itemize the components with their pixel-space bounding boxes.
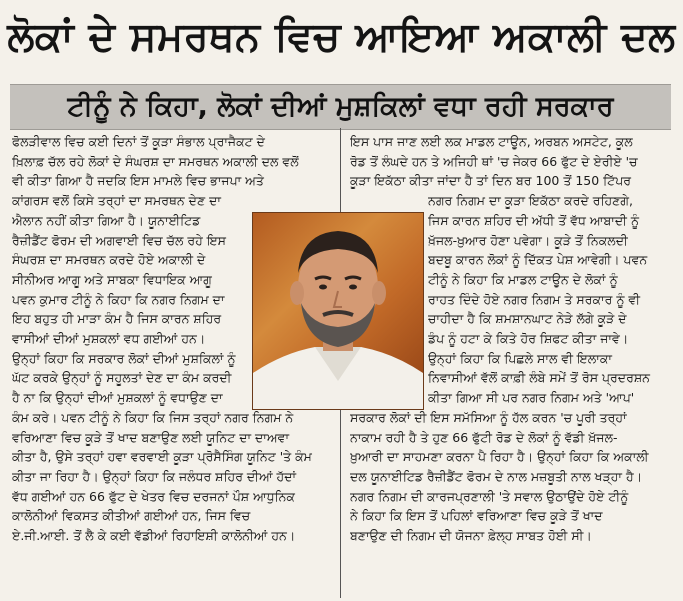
left-column-text-line: ਕਾਲੋਨੀਆਂ ਵਿਕਸਤ ਕੀਤੀਆਂ ਗਈਆਂ ਹਨ, ਜਿਸ ਵਿਚ (12, 508, 251, 524)
left-column-text-line: ਏ.ਜੀ.ਆਈ. ਤੋਂ ਲੈ ਕੇ ਕਈ ਵੱਡੀਆਂ ਰਿਹਾਇਸ਼ੀ ਕਾਲੋਨੀਆਂ ਹਨ। (12, 528, 296, 543)
right-column-text-line: ਜਿਸ ਕਾਰਨ ਸ਼ਹਿਰ ਦੀ ਅੱਧੀ ਤੋਂ ਵੱਧ ਆਬਾਦੀ ਨੂੰ (428, 212, 640, 228)
left-column-text-line: ਹੈ ਨਾ ਕਿ ਉਨ੍ਹਾਂ ਦੀਆਂ ਮੁਸ਼ਕਲਾਂ ਨੂੰ ਵਧਾਉਣ ਦਾ (12, 390, 223, 406)
left-column-text-line: ਰੈਜ਼ੀਡੈਂਟ ਫੋਰਮ ਦੀ ਅਗਵਾਈ ਵਿਚ ਚੱਲ ਰਹੇ ਇਸ (12, 232, 227, 248)
left-column-text-line: ਵਰਿਆਣਾ ਵਿਚ ਕੂੜੇ ਤੋਂ ਖਾਦ ਬਣਾਉਣ ਲਈ ਯੂਨਿਟ ਦਾ ਦਾਅਵਾ (12, 429, 290, 445)
left-column-text-line: ਇਹ ਬਹੁਤ ਹੀ ਮਾੜਾ ਕੰਮ ਹੈ ਜਿਸ ਕਾਰਨ ਸ਼ਹਿਰ (12, 311, 222, 327)
right-column-text-line: ਰੋਡ ਤੋਂ ਲੰਘਦੇ ਹਨ ਤੇ ਅਜਿਹੀ ਥਾਂ 'ਚ ਜੇਕਰ 66 ਫੁੱਟ ਦੇ ਏਰੀਏ 'ਚ (350, 153, 638, 169)
right-column-text-line: ਚਾਹੀਦਾ ਹੈ ਕਿ ਸ਼ਮਸ਼ਾਨਘਾਟ ਨੇੜੇ ਲੱਗੇ ਕੂੜੇ ਦੇ (428, 311, 627, 327)
left-column-text-line: ਵੱਧ ਗਈਆਂ ਹਨ 66 ਫੁੱਟ ਦੇ ਖੇਤਰ ਵਿਚ ਦਰਜਨਾਂ ਪੌਸ਼ ਆਧੁਨਿਕ (12, 488, 295, 504)
subheadline: ਟੀਨੂੰ ਨੇ ਕਿਹਾ, ਲੋਕਾਂ ਦੀਆਂ ਮੁਸ਼ਕਿਲਾਂ ਵਧਾ ਰਹੀ ਸਰਕਾਰ (10, 84, 671, 130)
left-column-text-line: ਕੀਤਾ ਹੈ, ਉਸੇ ਤਰ੍ਹਾਂ ਹਵਾ ਵਰਵਾਈ ਕੂੜਾ ਪ੍ਰੋਸੈਸਿੰਗ ਯੂਨਿਟ 'ਤੇ ਕੰਮ (12, 449, 312, 465)
right-column-text-line: ਇਸ ਪਾਸ ਜਾਣ ਲਈ ਲਕ ਮਾਡਲ ਟਾਊਨ, ਅਰਬਨ ਅਸਟੇਟ, ਕੂਲ (350, 134, 633, 149)
left-column-text-line: ਖ਼ਿਲਾਫ਼ ਚੱਲ ਰਹੇ ਲੋਕਾਂ ਦੇ ਸੰਘਰਸ਼ ਦਾ ਸਮਰਥਨ ਅਕਾਲੀ ਦਲ ਵਲੋਂ (12, 153, 299, 169)
left-column-text-line: ਵੀ ਕੀਤਾ ਗਿਆ ਹੈ ਜਦਕਿ ਇਸ ਮਾਮਲੇ ਵਿਚ ਭਾਜਪਾ ਅਤੇ (12, 173, 264, 189)
left-column-text-line: ਫੋਲੜੀਵਾਲ ਵਿਚ ਕਈ ਦਿਨਾਂ ਤੋਂ ਕੂੜਾ ਸੰਭਾਲ ਪ੍ਰਾਜੈਕਟ ਦੇ (12, 134, 265, 149)
left-column-text-line: ਕਾਂਗਰਸ ਵਲੋਂ ਕਿਸੇ ਤਰ੍ਹਾਂ ਦਾ ਸਮਰਥਨ ਦੇਣ ਦਾ (12, 193, 221, 209)
right-column-text-line: ਨੇ ਕਿਹਾ ਕਿ ਇਸ ਤੋਂ ਪਹਿਲਾਂ ਵਰਿਆਣਾ ਵਿਚ ਕੂੜੇ ਤੋਂ ਖਾਦ (350, 508, 603, 524)
left-column-text-line: ਐਲਾਨ ਨਹੀਂ ਕੀਤਾ ਗਿਆ ਹੈ। ਯੂਨਾਈਟਿਡ (12, 212, 201, 228)
right-column-text-line: ਡੰਪ ਨੂੰ ਹਟਾ ਕੇ ਕਿਤੇ ਹੋਰ ਸ਼ਿਫਟ ਕੀਤਾ ਜਾਵੇ। (428, 331, 629, 346)
right-column-text-line: ਨਿਵਾਸੀਆਂ ਵੱਲੋਂ ਕਾਫ਼ੀ ਲੰਬੇ ਸਮੇਂ ਤੋਂ ਰੋਸ ਪ੍ਰਦਰਸ਼ਨ (428, 370, 650, 386)
right-column-text-line: ਕੂੜਾ ਇਕੱਠਾ ਕੀਤਾ ਜਾਂਦਾ ਹੈ ਤਾਂ ਦਿਨ ਬਰ 100 ਤੋਂ 150 ਟਿੱਪਰ (350, 173, 632, 189)
right-column-text-line: ਦਲ ਯੂਨਾਈਟਿਡ ਰੈਜ਼ੀਡੈਂਟ ਫੋਰਮ ਦੇ ਨਾਲ ਮਜ਼ਬੂਤੀ ਨਾਲ ਖੜ੍ਹਾ ਹੈ। (350, 468, 643, 484)
right-column-text-line: ਰਾਹਤ ਦਿੰਦੇ ਹੋਏ ਨਗਰ ਨਿਗਮ ਤੇ ਸਰਕਾਰ ਨੂੰ ਵੀ (428, 291, 641, 307)
left-column-text-line: ਕੰਮ ਕਰੇ। ਪਵਨ ਟੀਨੂੰ ਨੇ ਕਿਹਾ ਕਿ ਜਿਸ ਤਰ੍ਹਾਂ ਨਗਰ ਨਿਗਮ ਨੇ (12, 409, 294, 425)
right-column-text-line: ਕੀਤਾ ਗਿਆ ਸੀ ਪਰ ਨਗਰ ਨਿਗਮ ਅਤੇ 'ਆਪ' (428, 390, 635, 406)
portrait-photo (252, 212, 424, 410)
right-column-text-line: ਨਗਰ ਨਿਗਮ ਦਾ ਕੂੜਾ ਇਕੱਠਾ ਕਰਦੇ ਰਹਿਣਗੇ, (428, 193, 633, 209)
right-column-text-line: ਖ਼ੁਆਰੀ ਦਾ ਸਾਹਮਣਾ ਕਰਨਾ ਪੈ ਰਿਹਾ ਹੈ। ਉਨ੍ਹਾਂ ਕਿਹਾ ਕਿ ਅਕਾਲੀ (350, 449, 649, 465)
left-column-text-line: ਉਨ੍ਹਾਂ ਕਿਹਾ ਕਿ ਸਰਕਾਰ ਲੋਕਾਂ ਦੀਆਂ ਮੁਸ਼ਕਿਲਾਂ ਨੂੰ (12, 350, 236, 366)
right-column-text-line: ਸਰਕਾਰ ਲੋਕਾਂ ਦੀ ਇਸ ਸਮੱਸਿਆ ਨੂੰ ਹੱਲ ਕਰਨ 'ਚ ਪੂਰੀ ਤਰ੍ਹਾਂ (350, 409, 627, 425)
headline: ਲੋਕਾਂ ਦੇ ਸਮਰਥਨ ਵਿਚ ਆਇਆ ਅਕਾਲੀ ਦਲ (7, 14, 676, 60)
right-column-text-line: ਨਗਰ ਨਿਗਮ ਦੀ ਕਾਰਜਪ੍ਰਣਾਲੀ 'ਤੇ ਸਵਾਲ ਉਠਾਉਂਦੇ ਹੋਏ ਟੀਨੂੰ (350, 488, 629, 504)
right-column-text-line: ਬਦਬੂ ਕਾਰਨ ਲੋਕਾਂ ਨੂੰ ਦਿੱਕਤ ਪੇਸ਼ ਆਵੇਗੀ। ਪਵਨ (428, 252, 648, 268)
left-column-text-line: ਸੀਨੀਅਰ ਆਗੂ ਅਤੇ ਸਾਬਕਾ ਵਿਧਾਇਕ ਆਗੂ (12, 271, 212, 287)
left-column-text-line: ਪਵਨ ਕੁਮਾਰ ਟੀਨੂੰ ਨੇ ਕਿਹਾ ਕਿ ਨਗਰ ਨਿਗਮ ਦਾ (12, 291, 225, 307)
right-column-text-line: ਨਾਕਾਮ ਰਹੀ ਹੈ ਤੇ ਹੁਣ 66 ਫੁੱਟੀ ਰੋਡ ਦੇ ਲੋਕਾਂ ਨੂੰ ਵੱਡੀ ਖ਼ੱਜਲ- (350, 429, 618, 445)
left-column-text-line: ਕੀਤਾ ਜਾ ਰਿਹਾ ਹੈ। ਉਨ੍ਹਾਂ ਕਿਹਾ ਕਿ ਜਲੰਧਰ ਸ਼ਹਿਰ ਦੀਆਂ ਹੱਦਾਂ (12, 468, 297, 484)
right-column-text-line: ਉਨ੍ਹਾਂ ਕਿਹਾ ਕਿ ਪਿਛਲੇ ਸਾਲ ਵੀ ਇਲਾਕਾ (428, 350, 612, 366)
left-column-text-line: ਵਾਸੀਆਂ ਦੀਆਂ ਮੁਸ਼ਕਲਾਂ ਵਧ ਗਈਆਂ ਹਨ। (12, 331, 206, 346)
right-column-text-line: ਟੀਨੂੰ ਨੇ ਕਿਹਾ ਕਿ ਮਾਡਲ ਟਾਊਨ ਦੇ ਲੋਕਾਂ ਨੂੰ (428, 271, 618, 287)
left-column-text-line: ਸੰਘਰਸ਼ ਦਾ ਸਮਰਥਨ ਕਰਦੇ ਹੋਏ ਅਕਾਲੀ ਦੇ (12, 252, 206, 268)
portrait-illustration (253, 213, 423, 409)
left-column-text-line: ਘੱਟ ਕਰਕੇ ਉਨ੍ਹਾਂ ਨੂੰ ਸਹੂਲਤਾਂ ਦੇਣ ਦਾ ਕੰਮ ਕਰਦੀ (12, 370, 232, 386)
right-column-text-line: ਖ਼ੱਜਲ-ਖ਼ੁਆਰ ਹੋਣਾ ਪਵੇਗਾ। ਕੂੜੇ ਤੋਂ ਨਿਕਲਦੀ (428, 232, 628, 248)
right-column-text-line: ਬਣਾਉਣ ਦੀ ਨਿਗਮ ਦੀ ਯੋਜਨਾ ਫ਼ੇਲ੍ਹ ਸਾਬਤ ਹੋਈ ਸੀ। (350, 528, 592, 543)
